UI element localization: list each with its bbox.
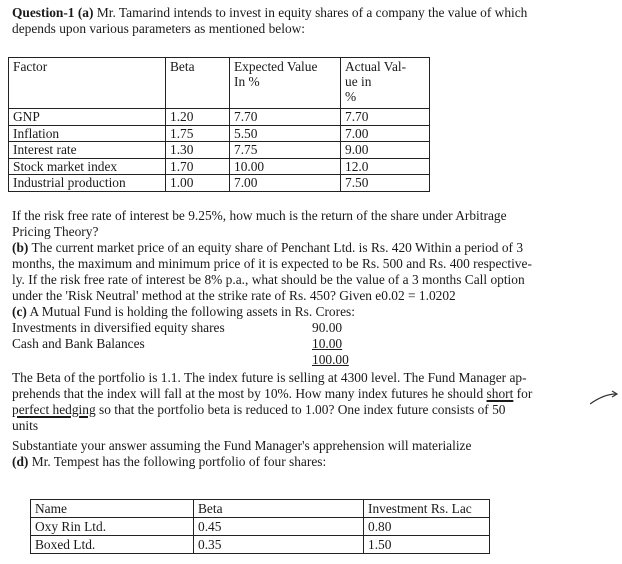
table-row: GNP 1.20 7.70 7.70: [9, 109, 430, 126]
question-c-label: (c): [12, 304, 27, 319]
factor-table: [8, 57, 430, 192]
question-a-ask-line-2: Pricing Theory?: [12, 224, 99, 239]
header-name: Name: [31, 500, 194, 518]
question-b-line-3: ly. If the risk free rate of interest be 8% p.a., what should be the value of a 3 months Call option: [12, 272, 525, 287]
asset-name: Investments in diversified equity shares: [12, 320, 225, 335]
table-row: Industrial production 1.00 7.00 7.50: [9, 175, 430, 192]
question-b-line-2: months, the maximum and minimum price of it is expected to be Rs. 500 and Rs. 400 respective-: [12, 256, 532, 271]
underlined-perfect-hedging: perfect hedging: [12, 402, 96, 417]
assets-total: 100.00: [312, 352, 349, 367]
table-row: Interest rate 1.30 7.75 9.00: [9, 142, 430, 159]
question-b-label: (b): [12, 240, 29, 255]
table-row: Boxed Ltd. 0.35 1.50: [31, 536, 490, 554]
handwritten-arrow-icon: [590, 388, 620, 408]
factor-table-header: [9, 58, 430, 109]
question-c-para-line-1: The Beta of the portfolio is 1.1. The index future is selling at 4300 level. The Fund Manager ap-: [12, 370, 527, 385]
asset-row: [12, 336, 145, 352]
asset-amount: 10.00: [312, 336, 343, 351]
header-factor: Factor: [9, 58, 166, 109]
table-row: Inflation 1.75 5.50 7.00: [9, 125, 430, 142]
question-b-line-1: (b) The current market price of an equity share of Penchant Ltd. is Rs. 420 Within a period of 3: [12, 240, 524, 255]
question-a-line-2: depends upon various parameters as mentioned below:: [12, 21, 306, 36]
question-c-para-line-3: perfect hedging so that the portfolio beta is reduced to 1.00? One index future consists of 50: [12, 402, 506, 417]
question-c-para-line-4: units: [12, 418, 39, 433]
question-d-label: (d): [12, 454, 29, 469]
header-investment: Investment Rs. Lac: [364, 500, 490, 518]
underlined-short: short: [486, 386, 514, 401]
question-c-line-1: (c) A Mutual Fund is holding the following assets in Rs. Crores:: [12, 304, 355, 319]
question-a-line-1: Question-1 (a) Mr. Tamarind intends to invest in equity shares of a company the value of which: [12, 5, 528, 20]
header-beta: Beta: [166, 58, 230, 109]
question-c-para-line-2: prehends that the index will fall at the most by 10%. How many index futures he should short for: [12, 386, 533, 401]
question-c-substantiate: Substantiate your answer assuming the Fund Manager's apprehension will materialize: [12, 438, 472, 453]
header-beta: Beta: [194, 500, 364, 518]
portfolio-table-header: [31, 500, 490, 518]
portfolio-table: [30, 499, 490, 554]
asset-row: [12, 320, 225, 336]
question-a-ask-line-1: If the risk free rate of interest be 9.25%, how much is the return of the share under Arbitrage: [12, 208, 507, 223]
table-row: Oxy Rin Ltd. 0.45 0.80: [31, 518, 490, 536]
question-b-line-4: under the 'Risk Neutral' method at the strike rate of Rs. 450? Given e0.02 = 1.0202: [12, 288, 456, 303]
table-row: Stock market index 1.70 10.00 12.0: [9, 158, 430, 175]
header-expected: Expected Value In %: [230, 58, 341, 109]
question-a-label: Question-1 (a): [12, 5, 94, 20]
question-d-line-1: (d) Mr. Tempest has the following portfolio of four shares:: [12, 454, 327, 469]
asset-amount: 90.00: [312, 320, 343, 335]
header-actual: Actual Val- ue in %: [341, 58, 430, 109]
asset-name: Cash and Bank Balances: [12, 336, 145, 351]
